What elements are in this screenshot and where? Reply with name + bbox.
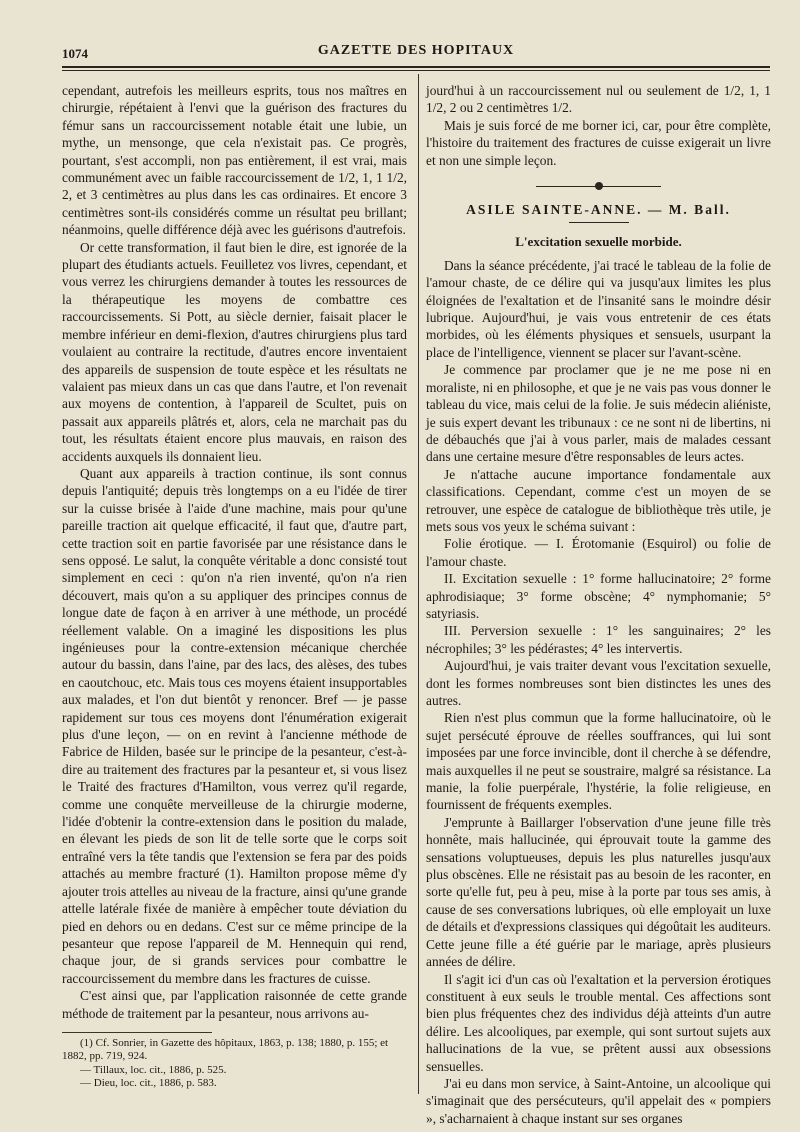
right-column xyxy=(426,82,771,1127)
paragraph: Il s'agit ici d'un cas où l'exaltation et la perversion érotiques constituent à eux seuls le trouble mental. Ces affections sont bien plus fréquentes chez des individus déjà atteints d'un autre délire. Les alcooliques, par exemple, qui sont surtout sujets aux hallucinations de la vue, se prêtent aussi aux obsessions sensuelles. xyxy=(426,971,771,1074)
left-column xyxy=(62,82,407,1091)
separator-dot xyxy=(595,182,603,190)
article-subtitle: L'excitation sexuelle morbide. xyxy=(515,234,682,250)
column-divider xyxy=(418,74,419,1094)
paragraph: Mais je suis forcé de me borner ici, car, pour être complète, l'histoire du traitement des fractures de cuisse exigerait un livre et non une simple leçon. xyxy=(426,117,771,168)
classification-item: Folie érotique. — I. Érotomanie (Esquirol) ou folie de l'amour chaste. xyxy=(426,536,771,569)
footnotes xyxy=(62,1037,407,1091)
paragraph: Dans la séance précédente, j'ai tracé le tableau de la folie de l'amour chaste, de ce délire qui va jusqu'aux limites les plus éloignées de l'exaltation et de l'insanité sans le moindre désir lubrique. Aujourd'hui, je vais vous entretenir de ces états morbides, où les éléments physiques et sensuels, usurpant la place de l'intelligence, viennent se placer sur l'avant-scène. xyxy=(426,257,771,360)
paragraph: Je commence par proclamer que je ne me pose ni en moraliste, ni en philosophe, et que je ne vais pas vous donner le tableau du vice, mais celui de la folie. Je suis médecin aliéniste, je suis expert devant les tribunaux : ce ne sont ni de libertins, ni de débauchés que j'ai à vous parler, mais de malades cessant dans une certaine mesure d'être responsables de leurs actes. xyxy=(426,362,771,465)
section-separator xyxy=(426,181,771,191)
paragraph: Or cette transformation, il faut bien le dire, est ignorée de la plupart des étudiants actuels. Feuilletez vos livres, cependant, et vous verrez les chirurgiens demander à toutes les ressources de la thérapeutique les moyens de combattre ces raccourcissements. Si Pott, au siècle dernier, faisait placer le membre inférieur en demi-flexion, d'autres chirurgiens plus tard voulaient au contraire la rectitude, d'autres encore inventaient des appareils de suspension de toute espèce et les résultats ne valaient pas mieux dans un cas que dans l'autre, et l'on revenait aux moyens de contention, à l'appareil de Scultet, puis on passait aux appareils plâtrés et, alors, cela ne marchait pas du tout, les résultats étaient encore plus mauvais, en raison des accidents auxquels ils donnaient lieu. xyxy=(62,239,407,464)
paragraph: Quant aux appareils à traction continue, ils sont connus depuis l'antiquité; depuis très longtemps on a eu l'idée de tirer sur la cuisse brisée à l'aide d'une machine, mais pour qu'une pareille traction ait quelque efficacité, il faut que, d'autre part, cette traction soit en partie favorisée par une résistance dans le sens opposé. Le salut, la conquête véritable a donc consisté tout simplement en ceci : qu'on n'a rien inventé, qu'on n'a rien découvert, mais qu'on a su appliquer des principes connus de longue date de façon à en arriver à une méthode, un procédé réellement valable. On a imaginé les dispositions les plus ingénieuses pour la contre-extension mécanique cherchée autour du bassin, dans l'aine, par des lacs, des alèses, des tubes en caoutchouc, etc. Mais tous ces moyens étaient insupportables aux malades, et l'on dut bientôt y renoncer. Bref — je passe rapidement sur tous ces moyens dont l'énumération exigerait plus d'une leçon, — on en revint à l'ancienne méthode de Fabrice de Hilden, basée sur le principe de la pesanteur, c'est-à-dire au traitement des fractures par la pesanteur et, si vous lisez le Traité des fractures d'Hamilton, vous verrez qu'il regarde, comme une conquête merveilleuse de la chirurgie moderne, l'idée d'obtenir la contre-extension dans le position du malade, en élevant les pieds de son lit de telle sorte que le corps soit entraîné vers la tête tandis que l'extension se fera par des poids attachés au membre fracturé (1). Hamilton propose même d'y ajouter trois attelles au niveau de la fracture, ainsi qu'une grande attelle latérale fixée de manière à empêcher toute déviation du pied en dehors ou en dedans. C'est sur ce même principe de la pesanteur que repose l'appareil de M. Hennequin qui rend, chaque jour, de si grands services pour combattre le raccourcissement du membre dans les fractures de cuisse. xyxy=(62,465,407,986)
footnote: — Tillaux, loc. cit., 1886, p. 525. xyxy=(80,1063,227,1076)
paragraph: cependant, autrefois les meilleurs esprits, tous nos maîtres en chirurgie, répétaient à l'envi que la guérison des fractures du fémur sans un raccourcissement notable était une lubie, un mythe, un mensonge, que cela n'existait pas. Ce progrès, pourtant, s'est accompli, non pas entièrement, il est vrai, mais communément avec un faible raccourcissement de 1/2, 1, 1 1/2, 2, et 3 centimètres au plus dans les cas ordinaires. Et encore 3 centimètres sont-ils considérés comme un résultat peu brillant; néanmoins, quelle différence déjà avec les guérisons d'autrefois. xyxy=(62,83,407,238)
running-title: GAZETTE DES HOPITAUX xyxy=(317,43,515,58)
classification-item: III. Perversion sexuelle : 1° les sanguinaires; 2° les nécrophiles; 3° les pédérastes; 4° les intervertis. xyxy=(426,623,771,656)
paragraph: Je n'attache aucune importance fondamentale aux classifications. Cependant, comme c'est un moyen de se retrouver, une espèce de catalogue de bibliothèque très utile, je mets sous vos yeux le schéma suivant : xyxy=(426,466,771,534)
header-rule xyxy=(62,66,770,68)
section-title: ASILE SAINTE-ANNE. — M. Ball. xyxy=(466,202,731,218)
paragraph: Aujourd'hui, je vais traiter devant vous l'excitation sexuelle, dont les formes nombreuses sont bien distinctes les unes des autres. xyxy=(426,658,771,708)
page-number: 1074 xyxy=(62,46,88,61)
paragraph: Rien n'est plus commun que la forme hallucinatoire, où le sujet persécuté éprouve de réelles souffrances, qui lui sont imposées par une force invincible, dont il cherche à se défendre, mais auxquelles il ne peut se soustraire, malgré sa résistance. La manie, la folie puerpérale, l'hystérie, la folie religieuse, en fournissent de fréquents exemples. xyxy=(426,710,771,813)
footnote-rule xyxy=(62,1032,212,1033)
footnote: (1) Cf. Sonrier, in Gazette des hôpitaux, 1863, p. 138; 1880, p. 155; et 1882, pp. 719, 924. xyxy=(62,1036,389,1063)
paragraph: jourd'hui à un raccourcissement nul ou seulement de 1/2, 1, 1 1/2, 2 ou 2 centimètres 1/2. xyxy=(426,83,771,116)
paragraph: J'emprunte à Baillarger l'observation d'une jeune fille très honnête, mais hallucinée, qui éprouvait toute la gamme des sensations voluptueuses, depuis les plus naturelles jusqu'aux plus obscènes. Elle ne résistait pas au besoin de les raconter, en sorte qu'elle fut, peu à peu, mise à la porte par tous ses amis, à cause de ses conversations lubriques, où elle employait un luxe de détails et d'expressions classiques qui dégoûtait les auditeurs. Cette jeune fille a été guérie par le mariage, après plusieurs années de délire. xyxy=(426,814,771,970)
title-rule xyxy=(569,222,629,223)
classification-item: II. Excitation sexuelle : 1° forme hallucinatoire; 2° forme aphrodisiaque; 3° forme obscène; 4° nymphomanie; 5° satyriasis. xyxy=(426,571,771,621)
page-header xyxy=(62,40,770,62)
header-rule-thin xyxy=(62,70,770,71)
paragraph: J'ai eu dans mon service, à Saint-Antoine, un alcoolique qui s'imaginait que des persécuteurs, qu'il appelait des « pompiers », s'acharnaient à chaque instant sur ses organes xyxy=(426,1075,771,1126)
footnote: — Dieu, loc. cit., 1886, p. 583. xyxy=(80,1077,217,1090)
paragraph: C'est ainsi que, par l'application raisonnée de cette grande méthode de traitement par la pesanteur, nous arrivons au- xyxy=(62,988,407,1021)
